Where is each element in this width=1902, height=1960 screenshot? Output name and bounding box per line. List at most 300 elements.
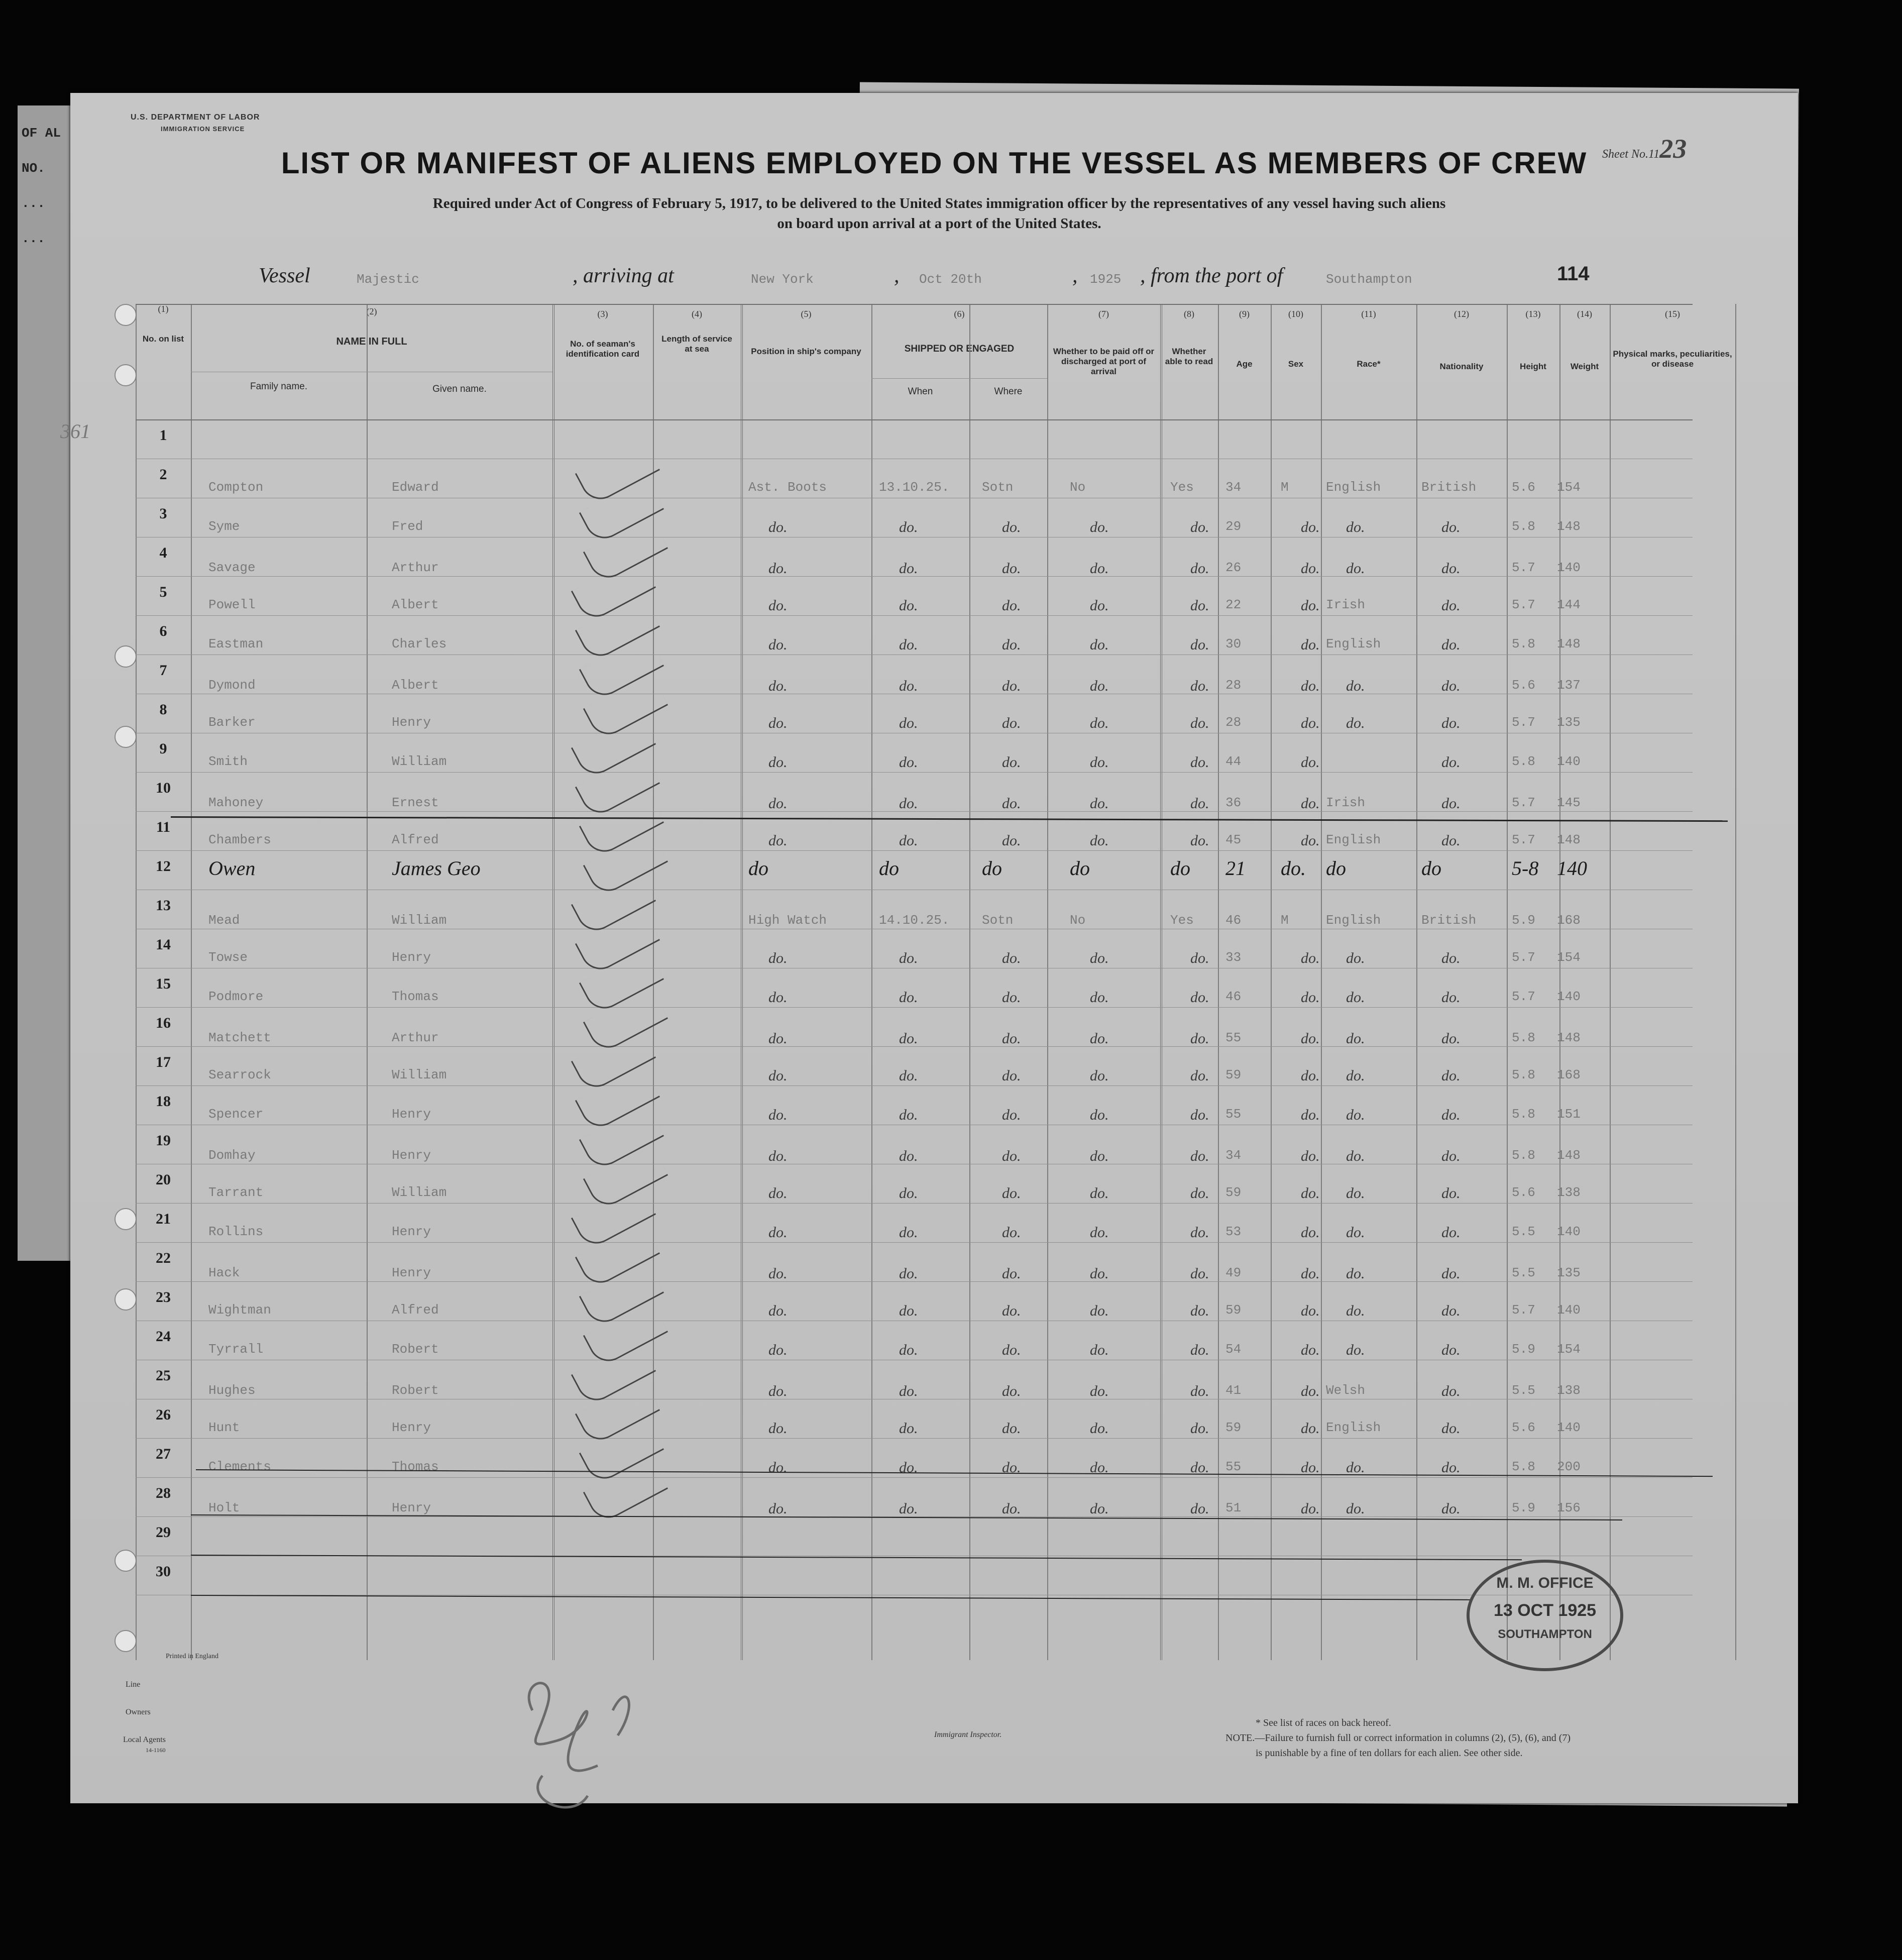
cell-paid: do. bbox=[1090, 1342, 1109, 1358]
cell-sex: do. bbox=[1301, 1107, 1320, 1123]
cell-paid: do. bbox=[1090, 1500, 1109, 1517]
subtitle-line: Required under Act of Congress of February 5, 1917, to be delivered to the United States immigration officer by the representatives of any vessel having such aliens bbox=[432, 195, 1446, 211]
col-num: (3) bbox=[597, 309, 608, 319]
cell-read: do. bbox=[1190, 1107, 1209, 1123]
cell-paid: do. bbox=[1090, 1302, 1109, 1319]
col-num: (13) bbox=[1525, 309, 1541, 319]
row-rule bbox=[136, 615, 1693, 616]
row-number: 30 bbox=[156, 1563, 171, 1580]
cell-read: do. bbox=[1190, 1185, 1209, 1202]
cell-weight: 140 bbox=[1557, 857, 1587, 880]
page-number: 114 bbox=[1557, 263, 1590, 285]
cell-read: do. bbox=[1190, 1383, 1209, 1399]
cell-sex: do. bbox=[1301, 1342, 1320, 1358]
cell-given: Ernest bbox=[392, 795, 439, 810]
cell-paid: do. bbox=[1090, 1148, 1109, 1164]
cell-sex: do. bbox=[1301, 597, 1320, 614]
cell-given: William bbox=[392, 913, 447, 928]
cell-weight: 140 bbox=[1557, 754, 1581, 769]
cell-race: do. bbox=[1346, 1107, 1365, 1123]
cell-given: William bbox=[392, 1185, 447, 1200]
cell-read: do bbox=[1170, 857, 1190, 880]
cell-when: do. bbox=[899, 989, 918, 1006]
cell-paid: do. bbox=[1090, 1420, 1109, 1437]
cell-position: do. bbox=[768, 1107, 788, 1123]
row-number: 22 bbox=[156, 1250, 171, 1266]
cell-nat: do. bbox=[1441, 1342, 1461, 1358]
cell-paid: do. bbox=[1090, 832, 1109, 849]
cell-paid: do. bbox=[1090, 1185, 1109, 1202]
cell-read: do. bbox=[1190, 678, 1209, 694]
cell-race: English bbox=[1326, 480, 1381, 495]
row-number: 26 bbox=[156, 1406, 171, 1423]
cell-weight: 148 bbox=[1557, 1148, 1581, 1163]
col-num: (15) bbox=[1665, 309, 1680, 319]
cell-family: Searrock bbox=[208, 1067, 271, 1082]
row-number: 19 bbox=[156, 1132, 171, 1149]
cell-race: do. bbox=[1346, 1030, 1365, 1047]
cell-race: English bbox=[1326, 1420, 1381, 1435]
cell-where: do. bbox=[1002, 950, 1021, 966]
cell-paid: do. bbox=[1090, 715, 1109, 731]
cell-age: 59 bbox=[1225, 1067, 1242, 1082]
row-number: 10 bbox=[156, 780, 171, 796]
cell-race: Welsh bbox=[1326, 1383, 1366, 1398]
cell-weight: 148 bbox=[1557, 636, 1581, 651]
cell-where: do. bbox=[1002, 560, 1021, 577]
cell-sex: do. bbox=[1301, 1067, 1320, 1084]
cell-family: Podmore bbox=[208, 989, 264, 1004]
cell-height: 5.7 bbox=[1512, 1302, 1535, 1318]
row-rule bbox=[136, 850, 1693, 851]
cell-where: do. bbox=[1002, 1302, 1021, 1319]
column-rule bbox=[1507, 304, 1508, 1660]
cell-given: Alfred bbox=[392, 1302, 439, 1318]
cell-read: do. bbox=[1190, 636, 1209, 653]
cell-height: 5.6 bbox=[1512, 480, 1535, 495]
column-rule bbox=[871, 304, 872, 1660]
row-number: 23 bbox=[156, 1289, 171, 1305]
cell-read: do. bbox=[1190, 1067, 1209, 1084]
cell-read: do. bbox=[1190, 1148, 1209, 1164]
cell-age: 29 bbox=[1225, 519, 1242, 534]
cell-nat: do. bbox=[1441, 1459, 1461, 1476]
cell-height: 5.8 bbox=[1512, 1459, 1535, 1474]
cell-height: 5.8 bbox=[1512, 1030, 1535, 1045]
col-num: (5) bbox=[801, 309, 812, 319]
cell-sex: do. bbox=[1301, 1302, 1320, 1319]
header-weight: Weight bbox=[1570, 362, 1599, 371]
cell-nat: do. bbox=[1441, 1500, 1461, 1517]
cell-when: do. bbox=[899, 1067, 918, 1084]
department-label: U.S. DEPARTMENT OF LABOR bbox=[131, 113, 260, 122]
binder-hole bbox=[115, 1288, 137, 1311]
row-number: 12 bbox=[156, 858, 171, 875]
from-port: Southampton bbox=[1326, 272, 1412, 287]
row-number: 25 bbox=[156, 1367, 171, 1384]
column-rule bbox=[367, 304, 368, 1660]
header-name-in-full: NAME IN FULL bbox=[336, 336, 407, 347]
cell-nat: do. bbox=[1441, 795, 1461, 812]
column-rule bbox=[1735, 304, 1736, 1660]
cell-position: do. bbox=[768, 989, 788, 1006]
cell-given: Henry bbox=[392, 1420, 431, 1435]
column-rule bbox=[1321, 304, 1322, 1660]
cell-position: do bbox=[748, 857, 768, 880]
cell-height: 5.8 bbox=[1512, 1148, 1535, 1163]
manifest-sheet bbox=[60, 93, 1798, 1803]
cell-when: do. bbox=[899, 1030, 918, 1047]
cell-weight: 140 bbox=[1557, 989, 1581, 1004]
cell-when: do. bbox=[899, 1342, 918, 1358]
cell-where: do. bbox=[1002, 1224, 1021, 1241]
cell-height: 5.6 bbox=[1512, 1420, 1535, 1435]
cell-height: 5.7 bbox=[1512, 715, 1535, 730]
cell-height: 5.7 bbox=[1512, 989, 1535, 1004]
cell-paid: do. bbox=[1090, 1030, 1109, 1047]
cell-race: Irish bbox=[1326, 597, 1366, 612]
cell-given: Henry bbox=[392, 1500, 431, 1515]
cell-where: do. bbox=[1002, 1420, 1021, 1437]
cell-nat: do. bbox=[1441, 1107, 1461, 1123]
cell-position: do. bbox=[768, 560, 788, 577]
header-shipped: SHIPPED OR ENGAGED bbox=[904, 344, 1015, 354]
header-where: Where bbox=[994, 386, 1023, 397]
vessel-name: Majestic bbox=[357, 272, 419, 287]
header-race: Race* bbox=[1357, 359, 1381, 369]
col-num: (12) bbox=[1454, 309, 1469, 319]
cell-read: do. bbox=[1190, 950, 1209, 966]
cell-nat: do. bbox=[1441, 715, 1461, 731]
page-subtitle bbox=[261, 193, 1617, 234]
page-title: LIST OR MANIFEST OF ALIENS EMPLOYED ON THE VESSEL AS MEMBERS OF CREW bbox=[281, 146, 1588, 180]
cell-read: do. bbox=[1190, 1302, 1209, 1319]
cell-weight: 154 bbox=[1557, 1342, 1581, 1357]
signature-scrawl bbox=[512, 1650, 653, 1831]
cell-given: Henry bbox=[392, 715, 431, 730]
strip-text: NO. bbox=[22, 161, 45, 176]
strike-line bbox=[171, 816, 1728, 822]
cell-weight: 156 bbox=[1557, 1500, 1581, 1515]
cell-sex: do. bbox=[1301, 678, 1320, 694]
cell-when: do. bbox=[899, 1420, 918, 1437]
cell-position: do. bbox=[768, 1383, 788, 1399]
cell-race: do. bbox=[1346, 1148, 1365, 1164]
column-rule bbox=[1047, 304, 1048, 1660]
cell-age: 34 bbox=[1225, 1148, 1242, 1163]
cell-read: Yes bbox=[1170, 913, 1194, 928]
cell-paid: do. bbox=[1090, 1459, 1109, 1476]
row-rule bbox=[136, 1438, 1693, 1439]
cell-given: Charles bbox=[392, 636, 447, 651]
row-number: 16 bbox=[156, 1015, 171, 1031]
cell-read: do. bbox=[1190, 597, 1209, 614]
row-number: 9 bbox=[159, 740, 167, 757]
cell-weight: 140 bbox=[1557, 560, 1581, 575]
cell-age: 59 bbox=[1225, 1302, 1242, 1318]
cell-family: Barker bbox=[208, 715, 256, 730]
cell-paid: do. bbox=[1090, 597, 1109, 614]
cell-weight: 148 bbox=[1557, 1030, 1581, 1045]
cell-race: do. bbox=[1346, 1459, 1365, 1476]
cell-family: Eastman bbox=[208, 636, 264, 651]
arriving-label: , arriving at bbox=[573, 264, 674, 287]
col-num: (2) bbox=[366, 306, 377, 316]
row-number: 8 bbox=[159, 701, 167, 718]
cell-age: 28 bbox=[1225, 678, 1242, 693]
cell-weight: 168 bbox=[1557, 913, 1581, 928]
binder-hole bbox=[115, 304, 137, 326]
column-rule bbox=[552, 304, 554, 1660]
cell-race: do. bbox=[1346, 1265, 1365, 1282]
cell-position: Ast. Boots bbox=[748, 480, 827, 495]
cell-nat: do. bbox=[1441, 519, 1461, 535]
cell-when: do. bbox=[899, 636, 918, 653]
agents-label: Local Agents bbox=[123, 1735, 166, 1744]
cell-when: do. bbox=[899, 560, 918, 577]
binder-hole bbox=[115, 1208, 137, 1230]
cell-height: 5.7 bbox=[1512, 832, 1535, 847]
column-rule bbox=[741, 304, 743, 1660]
col-num: (9) bbox=[1239, 309, 1250, 319]
cell-nat: do. bbox=[1441, 1185, 1461, 1202]
cell-where: do. bbox=[1002, 1030, 1021, 1047]
cell-weight: 140 bbox=[1557, 1420, 1581, 1435]
subtitle-line: on board upon arrival at a port of the United States. bbox=[777, 215, 1101, 232]
cell-position: do. bbox=[768, 715, 788, 731]
cell-paid: do. bbox=[1090, 678, 1109, 694]
header-nationality: Nationality bbox=[1439, 362, 1484, 371]
stamp-bottom: SOUTHAMPTON bbox=[1498, 1627, 1592, 1641]
cell-race: Irish bbox=[1326, 795, 1366, 810]
binder-hole bbox=[115, 1550, 137, 1572]
header-paid-off: Whether to be paid off or discharged at port of arrival bbox=[1053, 347, 1155, 376]
cell-sex: M bbox=[1281, 480, 1289, 495]
cell-position: do. bbox=[768, 519, 788, 535]
cell-race: do. bbox=[1346, 1224, 1365, 1241]
row-rule bbox=[136, 1477, 1693, 1478]
cell-when: do bbox=[879, 857, 899, 880]
header-able-read: Whether able to read bbox=[1165, 347, 1213, 366]
cell-nat: do. bbox=[1441, 1030, 1461, 1047]
cell-family: Clements bbox=[208, 1459, 271, 1474]
header-length-service: Length of service at sea bbox=[661, 334, 732, 354]
cell-age: 46 bbox=[1225, 989, 1242, 1004]
cell-age: 33 bbox=[1225, 950, 1242, 965]
cell-sex: do. bbox=[1301, 560, 1320, 577]
cell-position: do. bbox=[768, 1067, 788, 1084]
cell-nat: do. bbox=[1441, 560, 1461, 577]
row-number: 3 bbox=[159, 505, 167, 522]
cell-read: do. bbox=[1190, 1459, 1209, 1476]
stamp-top: M. M. OFFICE bbox=[1496, 1575, 1594, 1591]
cell-family: Tyrrall bbox=[208, 1342, 264, 1357]
cell-read: do. bbox=[1190, 832, 1209, 849]
cell-family: Owen bbox=[208, 857, 256, 880]
cell-weight: 200 bbox=[1557, 1459, 1581, 1474]
cell-nat: do. bbox=[1441, 597, 1461, 614]
cell-nat: do. bbox=[1441, 678, 1461, 694]
arriving-port: New York bbox=[751, 272, 814, 287]
cell-height: 5.5 bbox=[1512, 1265, 1535, 1280]
cell-given: Henry bbox=[392, 1224, 431, 1239]
cell-given: Thomas bbox=[392, 1459, 439, 1474]
col-num: (1) bbox=[158, 304, 169, 314]
service-label: IMMIGRATION SERVICE bbox=[161, 125, 245, 133]
row-rule bbox=[136, 1242, 1693, 1243]
cell-height: 5.9 bbox=[1512, 1500, 1535, 1515]
cell-given: Robert bbox=[392, 1383, 439, 1398]
cell-nat: do. bbox=[1441, 1302, 1461, 1319]
cell-position: do. bbox=[768, 795, 788, 812]
cell-height: 5.7 bbox=[1512, 597, 1535, 612]
stamp-date: 13 OCT 1925 bbox=[1493, 1601, 1597, 1620]
cell-when: do. bbox=[899, 1302, 918, 1319]
column-rule bbox=[1160, 304, 1162, 1660]
cell-paid: do. bbox=[1090, 795, 1109, 812]
cell-nat: do. bbox=[1441, 950, 1461, 966]
cell-sex: do. bbox=[1301, 1030, 1320, 1047]
cell-race: do. bbox=[1346, 560, 1365, 577]
cell-weight: 138 bbox=[1557, 1185, 1581, 1200]
cell-paid: do. bbox=[1090, 1067, 1109, 1084]
cell-sex: do. bbox=[1301, 1185, 1320, 1202]
row-number: 28 bbox=[156, 1485, 171, 1501]
cell-read: do. bbox=[1190, 989, 1209, 1006]
cell-nat: do. bbox=[1441, 636, 1461, 653]
cell-paid: No bbox=[1070, 480, 1086, 495]
cell-where: do. bbox=[1002, 1148, 1021, 1164]
cell-weight: 148 bbox=[1557, 832, 1581, 847]
binder-hole bbox=[115, 645, 137, 668]
row-number: 29 bbox=[156, 1524, 171, 1541]
header-family-name: Family name. bbox=[250, 381, 308, 392]
cell-family: Tarrant bbox=[208, 1185, 264, 1200]
cell-position: do. bbox=[768, 1500, 788, 1517]
arrival-date: Oct 20th bbox=[919, 272, 982, 287]
cell-sex: do. bbox=[1301, 989, 1320, 1006]
row-number: 13 bbox=[156, 897, 171, 914]
cell-age: 36 bbox=[1225, 795, 1242, 810]
cell-paid: do. bbox=[1090, 560, 1109, 577]
col-num: (10) bbox=[1288, 309, 1303, 319]
cell-family: Mahoney bbox=[208, 795, 264, 810]
cell-read: do. bbox=[1190, 1265, 1209, 1282]
cell-family: Spencer bbox=[208, 1107, 264, 1122]
column-rule bbox=[1559, 304, 1560, 1660]
cell-weight: 137 bbox=[1557, 678, 1581, 693]
cell-given: William bbox=[392, 754, 447, 769]
cell-height: 5.8 bbox=[1512, 1107, 1535, 1122]
cell-position: do. bbox=[768, 1224, 788, 1241]
col-num: (8) bbox=[1184, 309, 1194, 319]
cell-height: 5.6 bbox=[1512, 678, 1535, 693]
cell-where: do. bbox=[1002, 832, 1021, 849]
cell-paid: do. bbox=[1090, 989, 1109, 1006]
cell-read: do. bbox=[1190, 1224, 1209, 1241]
cell-family: Mead bbox=[208, 913, 240, 928]
vessel-line: Vessel Majestic , arriving at New York , Oct 20th , 1925 , from the port of Southampton 114 bbox=[259, 263, 1590, 287]
owners-label: Owners bbox=[126, 1708, 151, 1716]
column-rule bbox=[969, 304, 970, 1660]
cell-nat: British bbox=[1421, 480, 1477, 495]
cell-where: do. bbox=[1002, 519, 1021, 535]
line-label: Line bbox=[126, 1680, 141, 1689]
cell-sex: do. bbox=[1301, 832, 1320, 849]
cell-where: do. bbox=[1002, 1067, 1021, 1084]
cell-family: Powell bbox=[208, 597, 256, 612]
cell-given: Fred bbox=[392, 519, 423, 534]
cell-family: Dymond bbox=[208, 678, 256, 693]
cell-position: do. bbox=[768, 754, 788, 771]
cell-weight: 168 bbox=[1557, 1067, 1581, 1082]
cell-when: do. bbox=[899, 950, 918, 966]
col-num: (7) bbox=[1098, 309, 1109, 319]
cell-race: English bbox=[1326, 913, 1381, 928]
cell-nat: do. bbox=[1441, 1420, 1461, 1437]
header-given-name: Given name. bbox=[432, 384, 487, 394]
column-rule bbox=[191, 304, 192, 1660]
arrival-year: 1925 bbox=[1090, 272, 1122, 287]
cell-sex: do. bbox=[1301, 754, 1320, 771]
cell-age: 21 bbox=[1225, 857, 1246, 880]
cell-nat: do. bbox=[1441, 1265, 1461, 1282]
cell-position: do. bbox=[768, 597, 788, 614]
cell-age: 55 bbox=[1225, 1459, 1242, 1474]
cell-race: do. bbox=[1346, 1500, 1365, 1517]
cell-race: do. bbox=[1346, 1342, 1365, 1358]
row-number: 24 bbox=[156, 1328, 171, 1345]
cell-race: do. bbox=[1346, 989, 1365, 1006]
cell-weight: 154 bbox=[1557, 480, 1581, 495]
cell-family: Smith bbox=[208, 754, 248, 769]
cell-family: Domhay bbox=[208, 1148, 256, 1163]
cell-where: do. bbox=[1002, 1459, 1021, 1476]
row-number: 1 bbox=[159, 427, 167, 444]
cell-where: do. bbox=[1002, 1342, 1021, 1358]
cell-family: Hughes bbox=[208, 1383, 256, 1398]
cell-height: 5-8 bbox=[1512, 857, 1539, 880]
cell-given: Edward bbox=[392, 480, 439, 495]
cell-where: do. bbox=[1002, 754, 1021, 771]
cell-where: do. bbox=[1002, 597, 1021, 614]
cell-where: do. bbox=[1002, 636, 1021, 653]
strip-text: OF AL bbox=[22, 126, 61, 141]
row-number: 14 bbox=[156, 936, 171, 953]
cell-where: do. bbox=[1002, 795, 1021, 812]
cell-where: do. bbox=[1002, 1500, 1021, 1517]
cell-paid: do. bbox=[1090, 1265, 1109, 1282]
cell-height: 5.9 bbox=[1512, 1342, 1535, 1357]
cell-race: do. bbox=[1346, 1185, 1365, 1202]
cell-race: do. bbox=[1346, 1302, 1365, 1319]
cell-when: do. bbox=[899, 1383, 918, 1399]
cell-read: do. bbox=[1190, 1030, 1209, 1047]
cell-sex: do. bbox=[1281, 857, 1306, 880]
cell-nat: do. bbox=[1441, 1224, 1461, 1241]
cell-weight: 145 bbox=[1557, 795, 1581, 810]
cell-position: do. bbox=[768, 1265, 788, 1282]
cell-sex: do. bbox=[1301, 1148, 1320, 1164]
cell-race: do. bbox=[1346, 678, 1365, 694]
cell-given: William bbox=[392, 1067, 447, 1082]
note-line: NOTE.—Failure to furnish full or correct information in columns (2), (5), (6), and (7) bbox=[1225, 1732, 1571, 1744]
cell-read: do. bbox=[1190, 560, 1209, 577]
cell-position: do. bbox=[768, 1420, 788, 1437]
cell-nat: do. bbox=[1441, 1383, 1461, 1399]
cell-age: 44 bbox=[1225, 754, 1242, 769]
cell-when: 14.10.25. bbox=[879, 913, 950, 928]
